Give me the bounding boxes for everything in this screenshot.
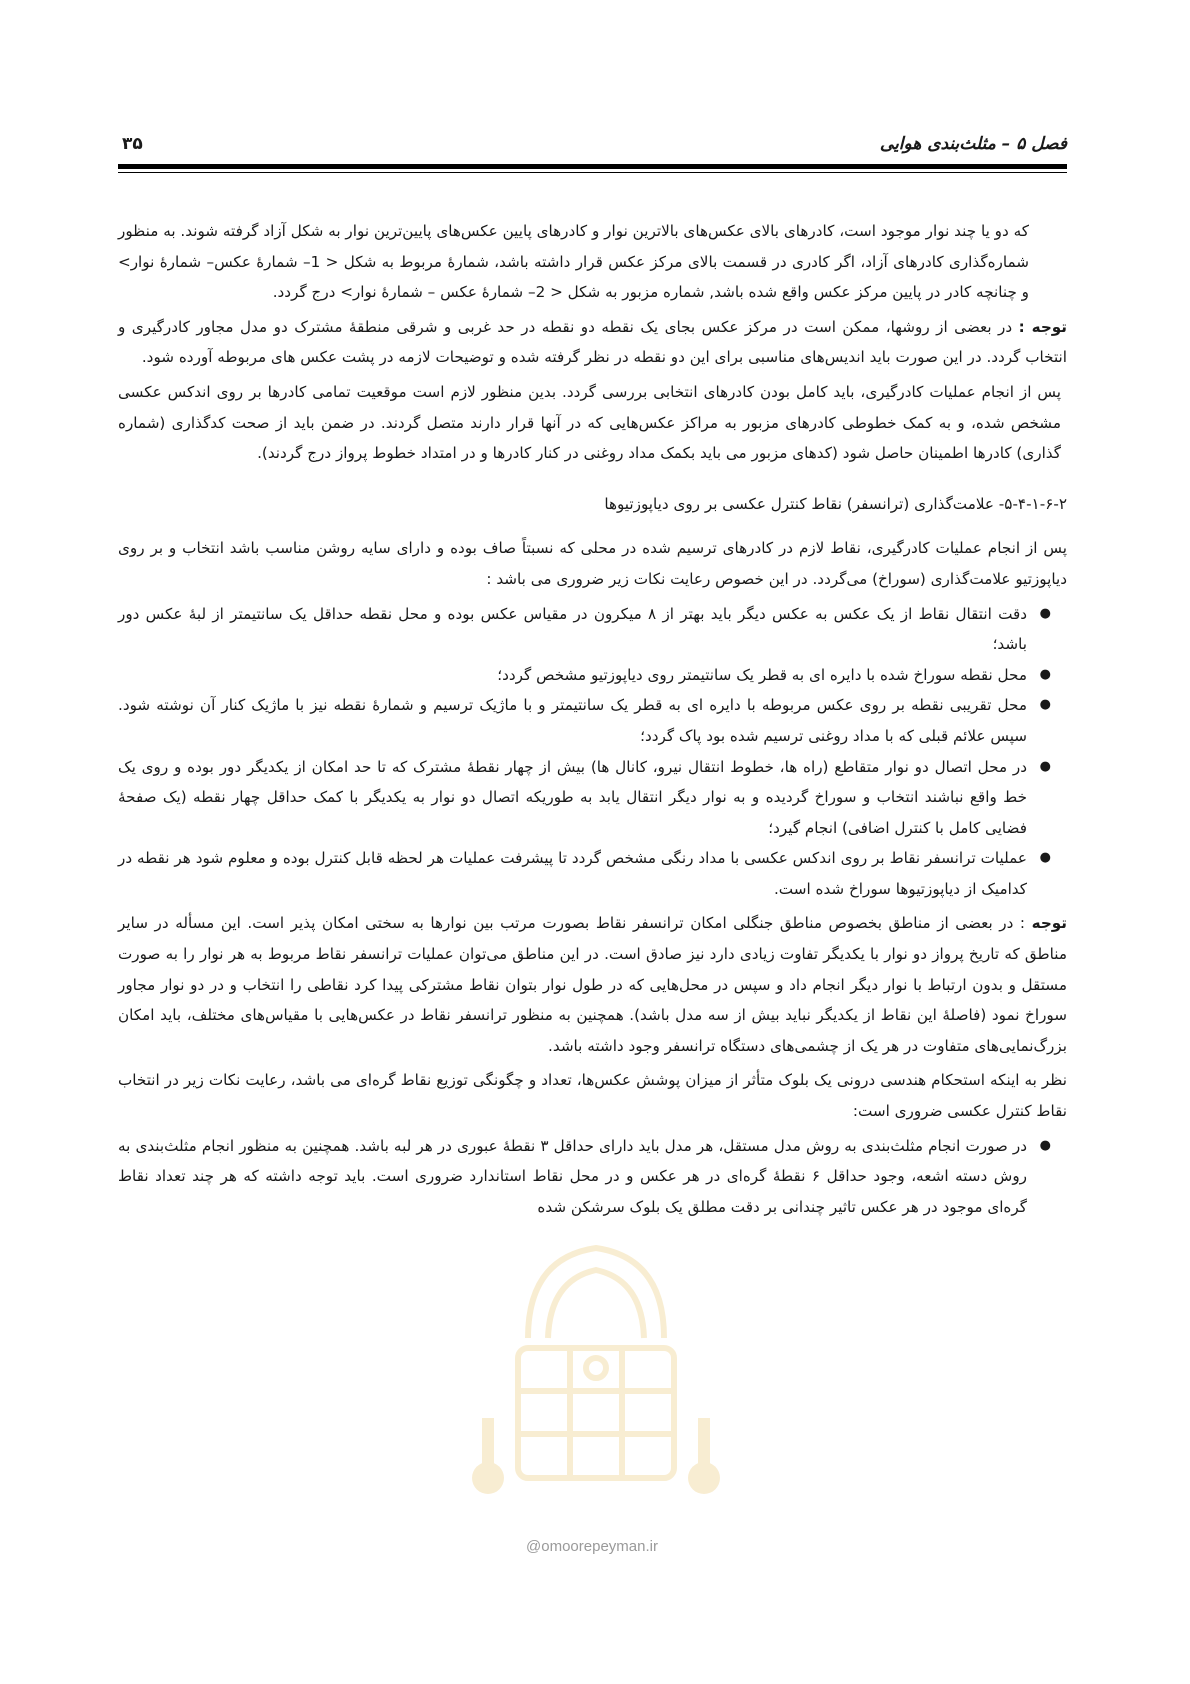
bullet-icon: ● <box>1039 697 1051 713</box>
section-heading: ۵-۴-۱-۶-۲- علامت‌گذاری (ترانسفر) نقاط کنترل عکسی بر روی دیاپوزتیوها <box>604 494 1067 513</box>
note-label: توجه : <box>1018 317 1067 336</box>
paragraph: نظر به اینکه استحکام هندسی درونی یک بلوک متأثر از میزان پوشش عکس‌ها، تعداد و چگونگی توزیع نقاط گره‌ای می باشد، رعایت نکات زیر در انتخاب نقاط کنترل عکسی ضروری است: <box>118 1071 1067 1121</box>
note-paragraph <box>118 908 1067 1061</box>
paragraph: پس از انجام عملیات کادرگیری، نقاط لازم در کادرهای ترسیم شده در محلی که نسبتاً صاف بوده و دارای سایه روشن مناسب باشد انتخاب و بر روی دیاپوزتیو علامت‌گذاری (سوراخ) می‌گردد. در این خصوص رعایت نکات زیر ضروری می باشد : <box>118 539 1067 588</box>
note-text: : در بعضی از مناطق بخصوص مناطق جنگلی امکان ترانسفر نقاط بصورت مرتب بین نوارها به سختی امکان پذیر است. این مسأله در سایر مناطق که تاریخ پرواز دو نوار با یکدیگر تفاوت زیادی دارد نیز صادق است. در این مناطق می‌توان عملیات ترانسفر نقاط مربوط به هر نوار را به صورت مستقل و بدون ارتباط با نوار دیگر انجام داد و سپس در محل‌هایی که در طول نوار بتوان نقاط مشترکی پیدا کرد نقاطی را انتخاب و در دو نوار مجاور سوراخ نمود (فاصلهٔ این نقاط از یکدیگر نباید بیش از سه مدل باشد). همچنین به منظور ترانسفر نقاط در عکس‌هایی با مقیاس‌های مختلف، باید امکان بزرگ‌نمایی‌های متفاوت در هر یک از چشمی‌های دستگاه ترانسفر وجود داشته باشد. <box>118 914 1067 1055</box>
bullet-icon: ● <box>1039 758 1051 774</box>
bullet-icon: ● <box>1039 850 1051 866</box>
list-item <box>118 690 1067 751</box>
list-item-text: عملیات ترانسفر نقاط بر روی اندکس عکسی با مداد رنگی مشخص گردد تا پیشرفت عملیات هر لحظه قابل کنترل بوده و معلوم شود هر نقطه در کدامیک از دیاپوزتیوها سوراخ شده است. <box>118 849 1027 898</box>
body-text <box>118 216 1067 1226</box>
bullet-list <box>118 599 1067 905</box>
at-icon: @ <box>526 1538 542 1555</box>
list-item-text: در محل اتصال دو نوار متقاطع (راه ها، خطوط انتقال نیرو، کانال ها) بیش از چهار نقطهٔ مشترک که تا حد امکان از یکدیگر دور بوده و روی یک خط واقع نباشند انتخاب و سوراخ گردیده و به نوار دیگر انتقال یابد به طوریکه اتصال دو نوار به یکدیگر با کمک حداقل چهار نقطه (یک صفحهٔ فضایی کامل با کنترل اضافی) انجام گیرد؛ <box>118 757 1027 837</box>
watermark-logo <box>458 1218 734 1518</box>
paragraph: پس از انجام عملیات کادرگیری، باید کامل بودن کادرهای انتخابی بررسی گردد. بدین منظور لازم است موقعیت تمامی کادرها بر روی اندکس عکسی مشخص شده، و به کمک خطوطی کادرهای مزبور به مراکز عکس‌هایی که در آنها قرار دارند متصل گردند. در ضمن باید از صحت کدگذاری (شماره گذاری) کادرها اطمینان حاصل شود (کدهای مزبور می باید بکمک مداد روغنی در کنار کادرها و در امتداد خطوط پرواز درج گردند). <box>118 382 1061 463</box>
header-rule-thick <box>118 164 1067 169</box>
watermark-url: omoorepeyman.ir <box>541 1538 658 1555</box>
list-item-text: در صورت انجام مثلث‌بندی به روش مدل مستقل، هر مدل باید دارای حداقل ۳ نقطهٔ عبوری در هر لبه باشد. همچنین به منظور انجام مثلث‌بندی به روش دسته اشعه، وجود حداقل ۶ نقطهٔ گره‌ای در هر عکس و در محل نقاط استاندارد ضروری است. باید توجه داشته که هر چند تعداد نقاط گره‌ای موجود در هر عکس تاثیر چندانی بر دقت مطلق یک بلوک سرشکن شده <box>118 1136 1027 1216</box>
paragraph: که دو یا چند نوار موجود است، کادرهای بالای عکس‌های بالاترین نوار و کادرهای پایین عکس‌های پایین‌ترین نوار به شکل آزاد گرفته شوند. به منظور شماره‌گذاری کادرهای آزاد، اگر کادری در قسمت بالای مرکز عکس قرار داشته باشد، شمارهٔ مربوط به شکل < 1– شمارهٔ عکس– شمارهٔ نوار> و چنانچه کادر در پایین مرکز عکس واقع شده باشد, شماره مزبور به شکل < 2– شمارهٔ عکس – شمارهٔ نوار> درج گردد. <box>118 222 1029 302</box>
watermark-caption <box>472 1538 712 1555</box>
chapter-title: فصل ۵ – مثلث‌بندی هوایی <box>879 134 1067 154</box>
page-number: ۳۵ <box>122 134 143 154</box>
note-text: در بعضی از روشها، ممکن است در مرکز عکس بجای یک نقطه دو نقطه در حد غربی و شرقی منطقهٔ مشترک دو مدل مجاور کادرگیری و انتخاب گردد. در این صورت باید اندیس‌های مناسبی برای این دو نقطه در نظر گرفته شده و توضیحات لازمه در پشت عکس های مربوطه آورده شود. <box>118 317 1067 367</box>
list-item <box>118 599 1067 660</box>
bullet-icon: ● <box>1039 1137 1051 1153</box>
list-item <box>118 1131 1067 1223</box>
list-item-text: محل نقطه سوراخ شده با دایره ای به قطر یک سانتیمتر روی دیاپوزتیو مشخص گردد؛ <box>497 665 1027 684</box>
list-item <box>118 660 1067 691</box>
bullet-icon: ● <box>1039 605 1051 621</box>
bullet-list <box>118 1131 1067 1223</box>
note-label: توجه <box>1031 914 1067 933</box>
header-rule-thin <box>118 172 1067 173</box>
running-head <box>118 126 1067 166</box>
bullet-icon: ● <box>1039 666 1051 682</box>
list-item-text: محل تقریبی نقطه بر روی عکس مربوطه با دایره ای به قطر یک سانتیمتر و با ماژیک ترسیم و شمارهٔ نقطه نیز با ماژیک کنار آن نوشته شود. سپس علائم قبلی که با مداد روغنی ترسیم شده بود پاک گردد؛ <box>118 696 1027 745</box>
list-item <box>118 843 1067 904</box>
note-paragraph <box>118 312 1067 373</box>
list-item-text: دقت انتقال نقاط از یک عکس به عکس دیگر باید بهتر از ۸ میکرون در مقیاس عکس بوده و محل نقطه حداقل یک سانتیمتر از لبهٔ عکس دور باشد؛ <box>118 604 1028 654</box>
list-item <box>118 752 1067 844</box>
